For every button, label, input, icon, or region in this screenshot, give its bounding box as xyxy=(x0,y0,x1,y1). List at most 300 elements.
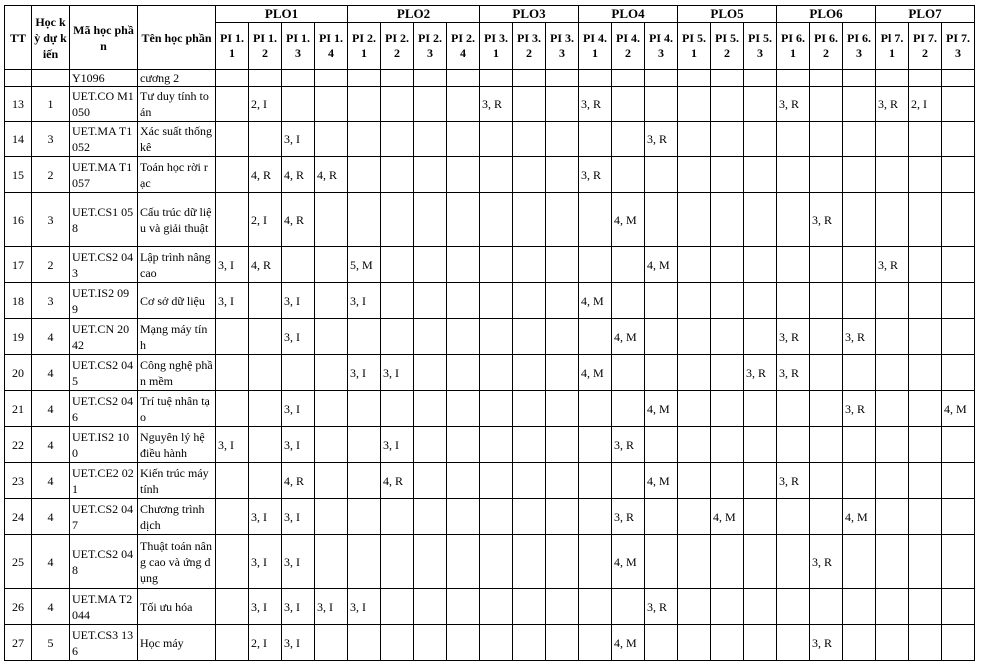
mapping-cell: 2, I xyxy=(249,87,282,122)
mapping-cell: 5, M xyxy=(348,247,381,283)
header-plo: PLO3 xyxy=(480,6,579,23)
mapping-cell xyxy=(480,535,513,589)
mapping-cell xyxy=(216,391,249,427)
header-ten-hoc-phan: Tên học phần xyxy=(138,6,216,70)
mapping-cell xyxy=(216,499,249,535)
mapping-cell xyxy=(678,589,711,625)
mapping-cell xyxy=(744,193,777,247)
mapping-cell xyxy=(315,319,348,355)
row-hoc-ky: 4 xyxy=(32,427,70,463)
mapping-cell xyxy=(678,427,711,463)
mapping-cell: 4, M xyxy=(711,499,744,535)
row-ten-hoc-phan: Mạng máy tính xyxy=(138,319,216,355)
row-ma-hoc-phan: UET.CS3 136 xyxy=(70,625,138,661)
mapping-cell xyxy=(546,87,579,122)
mapping-cell xyxy=(315,391,348,427)
row-ten-hoc-phan: Công nghệ phần mềm xyxy=(138,355,216,391)
header-hoc-ky: Học kỳ dự kiến xyxy=(32,6,70,70)
row-tt: 17 xyxy=(5,247,32,283)
mapping-cell xyxy=(480,499,513,535)
mapping-cell: 3, R xyxy=(579,157,612,193)
mapping-cell xyxy=(315,625,348,661)
header-pi: PI 5.1 xyxy=(678,23,711,70)
mapping-cell xyxy=(711,427,744,463)
mapping-cell xyxy=(315,355,348,391)
mapping-cell xyxy=(447,87,480,122)
mapping-cell xyxy=(942,589,975,625)
mapping-cell xyxy=(216,122,249,157)
row-tt: 13 xyxy=(5,87,32,122)
table-row xyxy=(5,535,975,589)
mapping-cell xyxy=(645,283,678,319)
mapping-cell xyxy=(909,193,942,247)
mapping-cell xyxy=(513,427,546,463)
table-row xyxy=(5,122,975,157)
mapping-cell xyxy=(645,499,678,535)
mapping-cell xyxy=(678,157,711,193)
mapping-cell: 3, I xyxy=(348,283,381,319)
mapping-cell xyxy=(348,499,381,535)
mapping-cell xyxy=(843,427,876,463)
mapping-cell xyxy=(315,283,348,319)
mapping-cell xyxy=(678,122,711,157)
row-tt: 14 xyxy=(5,122,32,157)
mapping-cell: 3, I xyxy=(282,499,315,535)
mapping-cell xyxy=(414,193,447,247)
mapping-cell xyxy=(447,499,480,535)
mapping-cell xyxy=(414,589,447,625)
mapping-cell xyxy=(249,70,282,87)
mapping-cell xyxy=(744,70,777,87)
plo-mapping-table xyxy=(4,5,975,661)
mapping-cell xyxy=(579,625,612,661)
row-hoc-ky: 2 xyxy=(32,247,70,283)
mapping-cell xyxy=(942,193,975,247)
mapping-cell xyxy=(711,157,744,193)
row-hoc-ky: 1 xyxy=(32,87,70,122)
row-ma-hoc-phan: UET.IS2 099 xyxy=(70,283,138,319)
mapping-cell xyxy=(381,157,414,193)
mapping-cell xyxy=(381,499,414,535)
mapping-cell xyxy=(843,247,876,283)
mapping-cell: 3, R xyxy=(843,391,876,427)
mapping-cell xyxy=(414,122,447,157)
mapping-cell: 3, R xyxy=(810,625,843,661)
row-hoc-ky: 3 xyxy=(32,193,70,247)
mapping-cell xyxy=(513,87,546,122)
mapping-cell xyxy=(942,355,975,391)
row-ten-hoc-phan: Cơ sở dữ liệu xyxy=(138,283,216,319)
mapping-cell xyxy=(909,355,942,391)
mapping-cell: 3, R xyxy=(843,319,876,355)
row-tt: 16 xyxy=(5,193,32,247)
mapping-cell xyxy=(381,391,414,427)
mapping-cell xyxy=(447,157,480,193)
mapping-cell: 4, R xyxy=(282,463,315,499)
mapping-cell xyxy=(249,319,282,355)
mapping-cell xyxy=(546,589,579,625)
table-row xyxy=(5,87,975,122)
mapping-cell xyxy=(381,122,414,157)
mapping-cell xyxy=(414,70,447,87)
mapping-cell xyxy=(513,625,546,661)
mapping-cell: 3, I xyxy=(381,355,414,391)
mapping-cell xyxy=(876,319,909,355)
table-row xyxy=(5,589,975,625)
mapping-cell xyxy=(249,463,282,499)
table-row xyxy=(5,319,975,355)
mapping-cell xyxy=(513,122,546,157)
mapping-cell xyxy=(546,391,579,427)
mapping-cell xyxy=(513,157,546,193)
mapping-cell: 3, I xyxy=(249,589,282,625)
row-hoc-ky: 2 xyxy=(32,157,70,193)
mapping-cell xyxy=(942,122,975,157)
mapping-cell xyxy=(546,427,579,463)
mapping-cell xyxy=(612,70,645,87)
mapping-cell xyxy=(678,463,711,499)
header-pi: PI 2.4 xyxy=(447,23,480,70)
header-pi: PI 2.2 xyxy=(381,23,414,70)
mapping-cell xyxy=(282,247,315,283)
mapping-cell xyxy=(810,87,843,122)
table-row xyxy=(5,157,975,193)
mapping-cell: 3, R xyxy=(645,122,678,157)
mapping-cell xyxy=(876,70,909,87)
mapping-cell xyxy=(612,463,645,499)
mapping-cell xyxy=(909,247,942,283)
mapping-cell xyxy=(447,247,480,283)
mapping-cell xyxy=(876,463,909,499)
mapping-cell xyxy=(447,391,480,427)
header-plo: PLO4 xyxy=(579,6,678,23)
mapping-cell: 3, I xyxy=(381,427,414,463)
mapping-cell xyxy=(711,463,744,499)
mapping-cell xyxy=(909,70,942,87)
mapping-cell xyxy=(678,355,711,391)
mapping-cell xyxy=(909,499,942,535)
mapping-cell xyxy=(744,122,777,157)
table-row xyxy=(5,625,975,661)
mapping-cell xyxy=(612,157,645,193)
row-tt: 24 xyxy=(5,499,32,535)
mapping-cell: 4, M xyxy=(645,463,678,499)
mapping-cell xyxy=(513,193,546,247)
mapping-cell xyxy=(480,193,513,247)
mapping-cell xyxy=(777,589,810,625)
row-ma-hoc-phan: UET.CS2 048 xyxy=(70,535,138,589)
mapping-cell xyxy=(216,319,249,355)
mapping-cell xyxy=(348,70,381,87)
mapping-cell xyxy=(381,535,414,589)
mapping-cell xyxy=(579,70,612,87)
mapping-cell xyxy=(678,70,711,87)
mapping-cell xyxy=(711,87,744,122)
mapping-cell xyxy=(513,355,546,391)
mapping-cell: 4, M xyxy=(645,247,678,283)
mapping-cell xyxy=(315,427,348,463)
mapping-cell xyxy=(546,157,579,193)
mapping-cell xyxy=(282,70,315,87)
mapping-cell xyxy=(645,193,678,247)
row-ten-hoc-phan: Trí tuệ nhân tạo xyxy=(138,391,216,427)
row-ma-hoc-phan: UET.MA T1057 xyxy=(70,157,138,193)
mapping-cell: 3, I xyxy=(216,427,249,463)
table-row xyxy=(5,193,975,247)
mapping-cell xyxy=(678,319,711,355)
mapping-cell xyxy=(348,535,381,589)
mapping-cell: 3, R xyxy=(579,87,612,122)
mapping-cell xyxy=(711,193,744,247)
table-row xyxy=(5,247,975,283)
row-tt: 27 xyxy=(5,625,32,661)
mapping-cell xyxy=(909,463,942,499)
table-row xyxy=(5,463,975,499)
mapping-cell xyxy=(381,247,414,283)
mapping-cell xyxy=(546,283,579,319)
mapping-cell xyxy=(414,355,447,391)
mapping-cell xyxy=(843,535,876,589)
mapping-cell xyxy=(249,391,282,427)
mapping-cell xyxy=(381,283,414,319)
mapping-cell xyxy=(216,355,249,391)
mapping-cell xyxy=(876,499,909,535)
mapping-cell: 3, I xyxy=(348,589,381,625)
mapping-cell xyxy=(315,70,348,87)
mapping-cell xyxy=(579,247,612,283)
mapping-cell xyxy=(546,499,579,535)
row-ten-hoc-phan: Thuật toán nâng cao và ứng dụng xyxy=(138,535,216,589)
mapping-cell xyxy=(876,535,909,589)
mapping-cell xyxy=(414,283,447,319)
mapping-cell: 3, R xyxy=(876,87,909,122)
mapping-cell xyxy=(678,391,711,427)
mapping-cell xyxy=(810,463,843,499)
mapping-cell xyxy=(315,193,348,247)
mapping-cell xyxy=(942,87,975,122)
mapping-cell xyxy=(447,319,480,355)
mapping-cell xyxy=(348,625,381,661)
mapping-cell: 3, R xyxy=(777,355,810,391)
mapping-cell: 3, R xyxy=(777,319,810,355)
mapping-cell xyxy=(381,70,414,87)
mapping-cell xyxy=(579,499,612,535)
mapping-cell xyxy=(348,391,381,427)
mapping-cell xyxy=(612,122,645,157)
mapping-cell xyxy=(612,87,645,122)
mapping-cell: 3, I xyxy=(282,283,315,319)
mapping-cell xyxy=(579,122,612,157)
mapping-cell xyxy=(513,589,546,625)
mapping-cell xyxy=(942,70,975,87)
mapping-cell xyxy=(348,427,381,463)
mapping-cell xyxy=(777,535,810,589)
row-hoc-ky: 4 xyxy=(32,463,70,499)
mapping-cell xyxy=(249,283,282,319)
mapping-cell xyxy=(315,87,348,122)
mapping-cell xyxy=(216,625,249,661)
mapping-cell xyxy=(777,625,810,661)
mapping-cell xyxy=(645,355,678,391)
mapping-cell xyxy=(480,625,513,661)
mapping-cell: 3, R xyxy=(777,463,810,499)
mapping-cell: 3, I xyxy=(348,355,381,391)
mapping-cell: 3, I xyxy=(282,391,315,427)
header-plo: PLO1 xyxy=(216,6,348,23)
mapping-cell xyxy=(942,427,975,463)
mapping-cell: 4, R xyxy=(282,157,315,193)
mapping-cell: 4, R xyxy=(315,157,348,193)
mapping-cell xyxy=(612,355,645,391)
mapping-cell xyxy=(711,70,744,87)
mapping-cell: 4, M xyxy=(612,535,645,589)
mapping-cell xyxy=(645,87,678,122)
mapping-cell xyxy=(777,193,810,247)
mapping-cell xyxy=(513,499,546,535)
mapping-cell: 3, I xyxy=(249,535,282,589)
mapping-cell xyxy=(777,122,810,157)
mapping-cell xyxy=(810,283,843,319)
mapping-cell xyxy=(744,427,777,463)
mapping-cell: 3, R xyxy=(777,87,810,122)
mapping-cell xyxy=(876,625,909,661)
mapping-cell xyxy=(579,319,612,355)
mapping-cell xyxy=(942,157,975,193)
row-ten-hoc-phan: Xác suất thống kê xyxy=(138,122,216,157)
mapping-cell: 3, I xyxy=(249,499,282,535)
mapping-cell xyxy=(546,355,579,391)
mapping-cell xyxy=(744,535,777,589)
header-pi: PI 7.2 xyxy=(909,23,942,70)
mapping-cell xyxy=(645,157,678,193)
mapping-cell xyxy=(513,283,546,319)
mapping-cell xyxy=(678,283,711,319)
mapping-cell xyxy=(909,427,942,463)
header-plo: PLO5 xyxy=(678,6,777,23)
mapping-cell xyxy=(282,87,315,122)
mapping-cell xyxy=(744,391,777,427)
mapping-cell xyxy=(843,193,876,247)
mapping-cell xyxy=(447,463,480,499)
mapping-cell xyxy=(348,157,381,193)
table-row xyxy=(5,391,975,427)
row-hoc-ky xyxy=(32,70,70,87)
mapping-cell xyxy=(777,283,810,319)
mapping-cell xyxy=(777,427,810,463)
mapping-cell xyxy=(480,391,513,427)
mapping-cell: 3, R xyxy=(612,499,645,535)
mapping-cell xyxy=(678,625,711,661)
mapping-cell xyxy=(480,463,513,499)
mapping-cell xyxy=(216,535,249,589)
mapping-cell xyxy=(843,283,876,319)
mapping-cell xyxy=(843,87,876,122)
mapping-cell xyxy=(942,625,975,661)
header-pi: PI 2.3 xyxy=(414,23,447,70)
mapping-cell: 3, R xyxy=(876,247,909,283)
mapping-cell xyxy=(480,427,513,463)
row-tt: 21 xyxy=(5,391,32,427)
mapping-cell xyxy=(876,193,909,247)
mapping-cell xyxy=(810,157,843,193)
mapping-cell xyxy=(381,193,414,247)
row-hoc-ky: 4 xyxy=(32,391,70,427)
mapping-cell xyxy=(414,87,447,122)
mapping-cell xyxy=(810,499,843,535)
mapping-cell xyxy=(942,319,975,355)
mapping-cell xyxy=(348,319,381,355)
mapping-cell: 3, I xyxy=(282,319,315,355)
header-pi: PI 4.1 xyxy=(579,23,612,70)
mapping-cell: 4, R xyxy=(282,193,315,247)
mapping-cell xyxy=(447,70,480,87)
header-pi: PI 1.3 xyxy=(282,23,315,70)
mapping-cell: 4, R xyxy=(249,157,282,193)
header-pi: PI 6.1 xyxy=(777,23,810,70)
mapping-cell xyxy=(711,391,744,427)
mapping-cell xyxy=(480,283,513,319)
mapping-cell xyxy=(447,122,480,157)
mapping-cell xyxy=(546,247,579,283)
mapping-cell: 2, I xyxy=(909,87,942,122)
mapping-cell xyxy=(678,499,711,535)
mapping-cell xyxy=(645,319,678,355)
row-ma-hoc-phan: UET.CN 2042 xyxy=(70,319,138,355)
mapping-cell xyxy=(711,535,744,589)
mapping-cell: 4, M xyxy=(843,499,876,535)
mapping-cell xyxy=(942,463,975,499)
mapping-cell xyxy=(711,247,744,283)
mapping-cell xyxy=(744,157,777,193)
mapping-cell xyxy=(546,319,579,355)
row-ma-hoc-phan: UET.CS2 047 xyxy=(70,499,138,535)
mapping-cell xyxy=(579,589,612,625)
mapping-cell xyxy=(711,589,744,625)
header-pi: PI 1.1 xyxy=(216,23,249,70)
mapping-cell xyxy=(546,70,579,87)
mapping-cell xyxy=(843,625,876,661)
mapping-cell xyxy=(876,355,909,391)
header-pi: PI 1.4 xyxy=(315,23,348,70)
row-hoc-ky: 4 xyxy=(32,355,70,391)
mapping-cell xyxy=(249,122,282,157)
row-tt: 20 xyxy=(5,355,32,391)
header-pi: PI 2.1 xyxy=(348,23,381,70)
mapping-cell xyxy=(579,535,612,589)
row-tt: 26 xyxy=(5,589,32,625)
mapping-cell xyxy=(612,283,645,319)
mapping-cell xyxy=(909,283,942,319)
mapping-cell xyxy=(546,625,579,661)
row-ten-hoc-phan: Lập trình nâng cao xyxy=(138,247,216,283)
mapping-cell: 4, M xyxy=(612,193,645,247)
row-ma-hoc-phan: UET.IS2 100 xyxy=(70,427,138,463)
mapping-cell xyxy=(744,589,777,625)
mapping-cell xyxy=(249,355,282,391)
header-ma-hoc-phan: Mã học phần xyxy=(70,6,138,70)
mapping-cell xyxy=(216,87,249,122)
mapping-cell xyxy=(777,391,810,427)
mapping-cell xyxy=(810,355,843,391)
mapping-cell xyxy=(348,87,381,122)
header-pi: PI 4.3 xyxy=(645,23,678,70)
mapping-cell: 3, I xyxy=(315,589,348,625)
row-ten-hoc-phan: cương 2 xyxy=(138,70,216,87)
mapping-cell: 3, I xyxy=(282,427,315,463)
mapping-cell xyxy=(447,535,480,589)
mapping-cell xyxy=(381,87,414,122)
row-ma-hoc-phan: Y1096 xyxy=(70,70,138,87)
